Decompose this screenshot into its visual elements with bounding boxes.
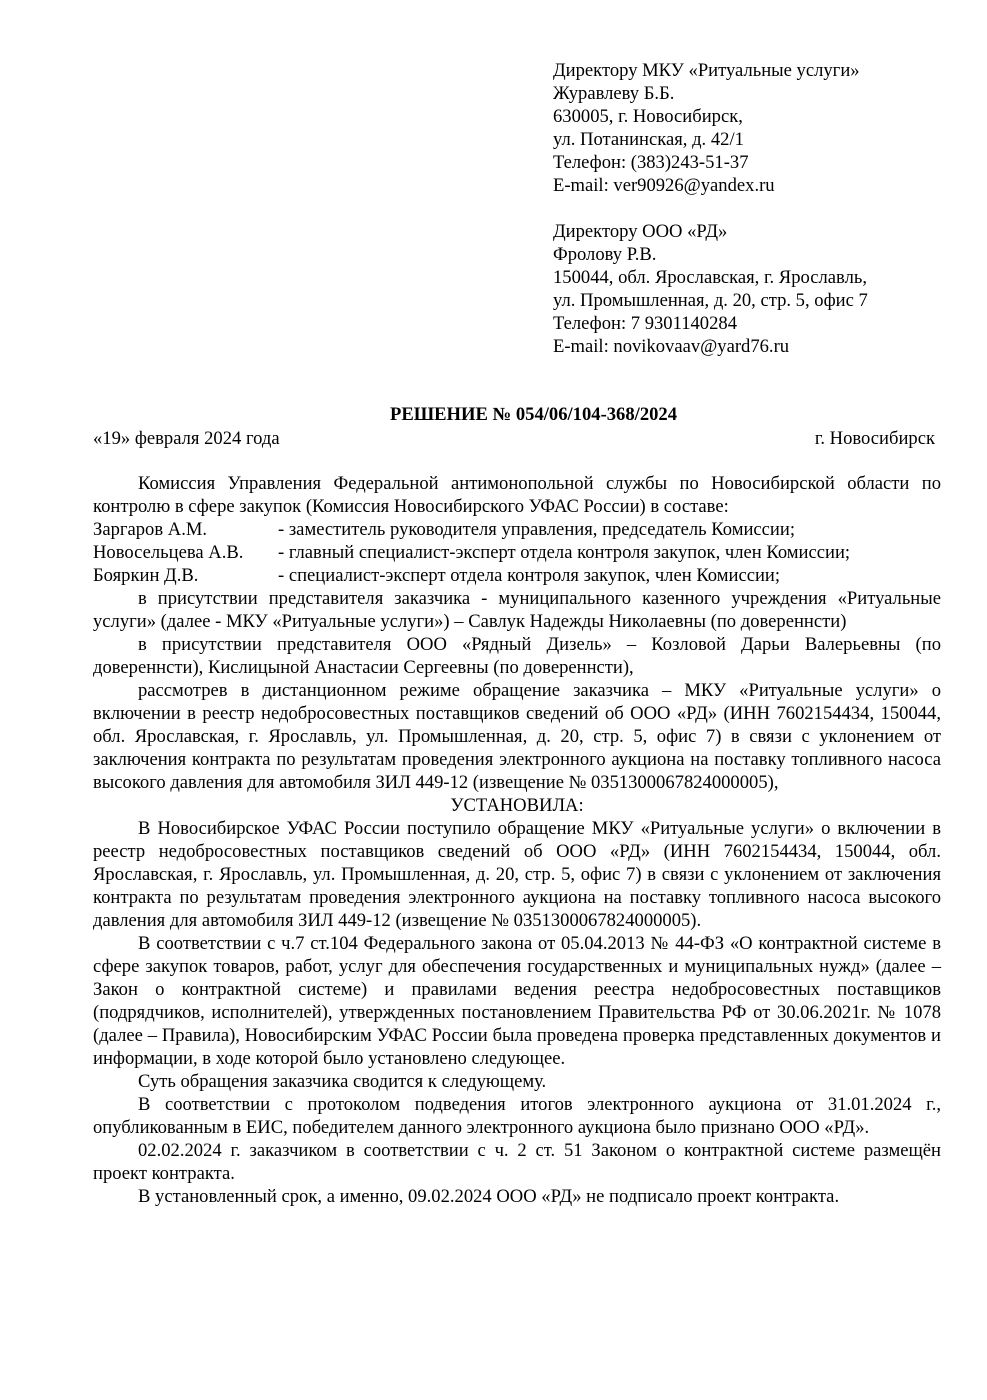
considered-paragraph: рассмотрев в дистанционном режиме обращение заказчика – МКУ «Ритуальные услуги» о включении в реестр недобросовестных поставщиков сведений об ООО «РД» (ИНН 7602154434, 150044, обл. Ярославская, г. Ярославль, ул. Промышленная, д. 20, стр. 5, офис 7) в связи с уклонением от заключения контракта по результатам проведения электронного аукциона на поставку топливного насоса высокого давления для автомобиля ЗИЛ 449-12 (извещение № 0351300067824000005),	[93, 680, 941, 793]
decision-date: «19» февраля 2024 года	[93, 428, 280, 449]
addressee-block-supplier	[553, 220, 973, 358]
addressee-position: Директору МКУ «Ритуальные услуги»	[553, 60, 860, 81]
body-paragraph: В соответствии с ч.7 ст.104 Федерального закона от 05.04.2013 № 44-ФЗ «О контрактной системе в сфере закупок товаров, работ, услуг для обеспечения государственных и муниципальных нужд» (далее – Закон о контрактной системе) и правилами ведения реестра недобросовестных поставщиков (подрядчиков, исполнителей), утвержденных постановлением Правительства РФ от 30.06.2021г. № 1078 (далее – Правила), Новосибирским УФАС России была проведена проверка представленных документов и информации, в ходе которой было установлено следующее.	[93, 933, 941, 1069]
body-paragraph: Суть обращения заказчика сводится к следующему.	[138, 1071, 547, 1092]
addressee-name: Журавлеву Б.Б.	[553, 83, 675, 104]
member-name: Новосельцева А.В.	[93, 542, 244, 563]
decision-city: г. Новосибирск	[814, 428, 935, 449]
member-name: Заргаров А.М.	[93, 519, 208, 540]
intro-paragraph: Комиссия Управления Федеральной антимонопольной службы по Новосибирской области по контролю в сфере закупок (Комиссия Новосибирского УФАС России) в составе:	[93, 473, 941, 517]
addressee-street: ул. Промышленная, д. 20, стр. 5, офис 7	[553, 290, 868, 311]
member-role: - специалист-эксперт отдела контроля закупок, член Комиссии;	[278, 565, 781, 586]
commission-member	[93, 541, 941, 564]
commission-member	[93, 518, 941, 541]
presence-customer-paragraph: в присутствии представителя заказчика - муниципального казенного учреждения «Ритуальные услуги» (далее - МКУ «Ритуальные услуги») – Савлук Надежды Николаевны (по довереннсти)	[93, 588, 941, 632]
decision-title: РЕШЕНИЕ № 054/06/104-368/2024	[389, 404, 678, 425]
addressee-name: Фролову Р.В.	[553, 244, 657, 265]
addressee-block-customer	[553, 59, 973, 197]
addressee-position: Директору ООО «РД»	[553, 221, 728, 242]
body-paragraph: В Новосибирское УФАС России поступило обращение МКУ «Ритуальные услуги» о включении в реестр недобросовестных поставщиков сведений об ООО «РД» (ИНН 7602154434, 150044, обл. Ярославская, г. Ярославль, ул. Промышленная, д. 20, стр. 5, офис 7) в связи с уклонением от заключения контракта по результатам проведения электронного аукциона на поставку топливного насоса высокого давления для автомобиля ЗИЛ 449-12 (извещение № 0351300067824000005).	[93, 818, 941, 931]
member-role: - главный специалист-эксперт отдела контроля закупок, член Комиссии;	[278, 542, 851, 563]
body-paragraph: В соответствии с протоколом подведения итогов электронного аукциона от 31.01.2024 г., опубликованным в ЕИС, победителем данного электронного аукциона было признано ООО «РД».	[93, 1094, 941, 1138]
decision-body	[93, 472, 941, 1208]
addressee-email: E-mail: novikovaav@yard76.ru	[553, 336, 790, 357]
addressee-street: ул. Потанинская, д. 42/1	[553, 129, 744, 150]
member-name: Бояркин Д.В.	[93, 565, 199, 586]
addressee-city: 150044, обл. Ярославская, г. Ярославль,	[553, 267, 867, 288]
addressee-phone: Телефон: (383)243-51-37	[553, 152, 749, 173]
body-paragraph: 02.02.2024 г. заказчиком в соответствии с ч. 2 ст. 51 Законом о контрактной системе размещён проект контракта.	[93, 1140, 941, 1184]
established-heading: УСТАНОВИЛА:	[450, 795, 584, 816]
addressee-city: 630005, г. Новосибирск,	[553, 106, 743, 127]
addressee-email: E-mail: ver90926@yandex.ru	[553, 175, 775, 196]
addressee-phone: Телефон: 7 9301140284	[553, 313, 737, 334]
body-paragraph: В установленный срок, а именно, 09.02.2024 ООО «РД» не подписало проект контракта.	[138, 1186, 840, 1207]
commission-member	[93, 564, 941, 587]
presence-supplier-paragraph: в присутствии представителя ООО «Рядный Дизель» – Козловой Дарьи Валерьевны (по довереннсти), Кислицыной Анастасии Сергеевны (по довереннсти),	[93, 634, 941, 678]
member-role: - заместитель руководителя управления, председатель Комиссии;	[278, 519, 795, 540]
